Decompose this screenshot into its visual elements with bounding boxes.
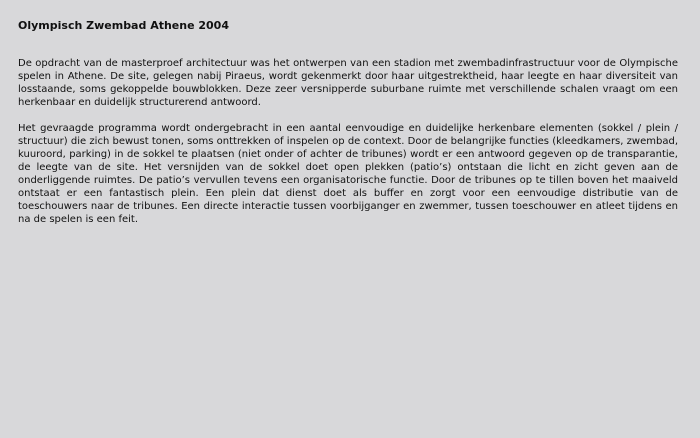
paragraph-intro: De opdracht van de masterproef architectuur was het ontwerpen van een stadion met zwembadinfrastructuur voor de Olympische spelen in Athene. De site, gelegen nabij Piraeus, wordt gekenmerkt door haar uitgestrektheid, haar leegte en haar diversiteit van losstaande, soms gekoppelde bouwblokken. Deze zeer versnipperde suburbane ruimte met verschillende schalen vraagt om een herkenbaar en duidelijk structurerend antwoord. <box>18 58 678 108</box>
document-title: Olympisch Zwembad Athene 2004 <box>18 19 229 32</box>
document-page <box>18 18 678 226</box>
paragraph-program: Het gevraagde programma wordt ondergebracht in een aantal eenvoudige en duidelijke herkenbare elementen (sokkel / plein / structuur) die zich bewust tonen, soms onttrekken of inspelen op de context. Door de belangrijke functies (kleedkamers, zwembad, kuuroord, parking) in de sokkel te plaatsen (niet onder of achter de tribunes) wordt er een antwoord gegeven op de transparantie, de leegte van de site. Het versnijden van de sokkel doet open plekken (patio’s) ontstaan die licht en zicht geven aan de onderliggende ruimtes. De patio’s vervullen tevens een organisatorische functie. Door de tribunes op te tillen boven het maaiveld ontstaat er een fantastisch plein. Een plein dat dienst doet als buffer en zorgt voor een eenvoudige distributie van de toeschouwers naar de tribunes. Een directe interactie tussen voorbijganger en zwemmer, tussen toeschouwer en atleet tijdens en na de spelen is een feit. <box>18 123 678 225</box>
